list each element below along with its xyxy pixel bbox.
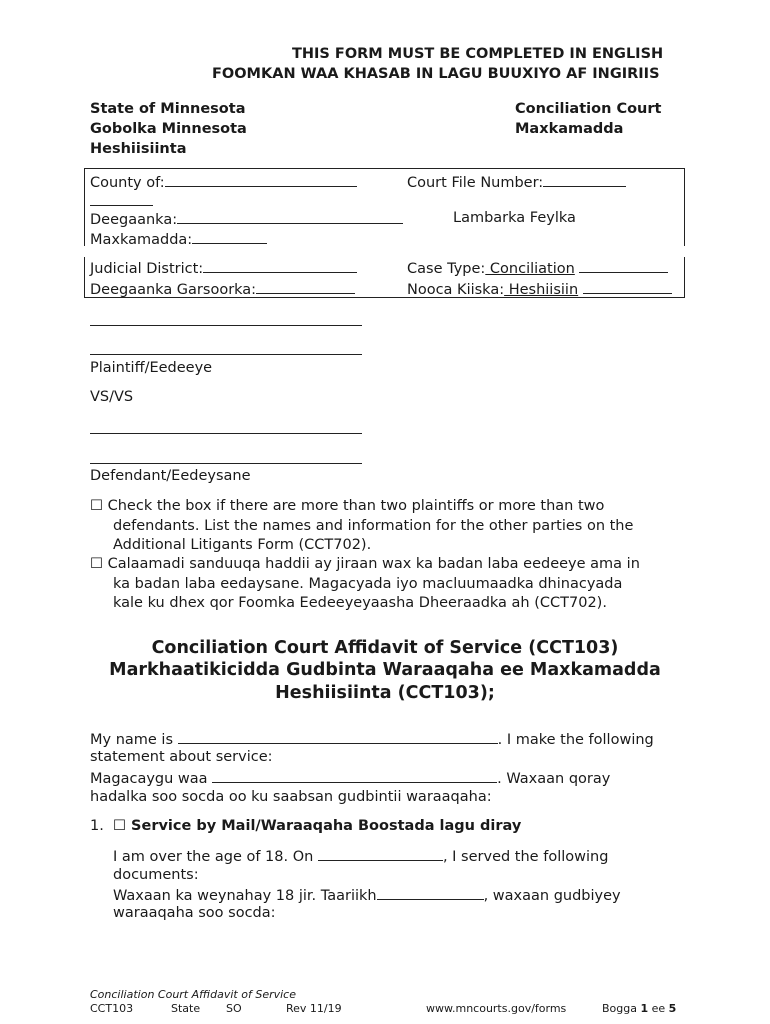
nooca-label: Nooca Kiiska: (407, 282, 505, 298)
box-left-border-lower (84, 257, 85, 298)
plaintiff-line-1[interactable] (90, 325, 362, 326)
waxaan-suffix: , waxaan gudbiyey (483, 888, 621, 904)
service-number: 1. (90, 818, 104, 834)
gobolka-heading: Gobolka Minnesota (90, 121, 247, 137)
county-input[interactable] (165, 173, 357, 187)
check-more-parties-en-line3: Additional Litigants Form (CCT702). (113, 537, 372, 553)
judicial-field (90, 259, 357, 277)
vs-label: VS/VS (90, 389, 134, 405)
county-continuation-line[interactable] (90, 205, 153, 206)
footer-code: CCT103 (90, 1002, 134, 1015)
waxaan-line (113, 886, 621, 904)
over18-line (113, 847, 608, 865)
check-more-parties-so[interactable]: ☐ Calaamadi sanduuqa haddii ay jiraan wax ka badan laba eedeeye ama in (90, 556, 640, 572)
page-current: 1 (640, 1002, 649, 1015)
page-total: 5 (668, 1002, 677, 1015)
court-file-input[interactable] (543, 173, 626, 187)
over18-label: I am over the age of 18. On (113, 849, 318, 865)
footer-so: SO (226, 1002, 242, 1015)
maxkamadda-label: Maxkamadda: (90, 232, 193, 248)
box-right-border-lower (684, 257, 685, 298)
deegaanka-field (90, 210, 403, 228)
case-type-blank (579, 259, 668, 273)
state-heading: State of Minnesota (90, 101, 246, 117)
footer-url[interactable]: www.mncourts.gov/forms (426, 1002, 567, 1015)
footer-page-number (602, 1002, 676, 1015)
defendant-line-1[interactable] (90, 433, 362, 434)
county-field (90, 173, 357, 191)
service-date-input[interactable] (318, 847, 443, 861)
maxkamadda-field (90, 230, 267, 248)
magac-line (90, 769, 610, 787)
over18-suffix: , I served the following (442, 849, 609, 865)
check-more-parties-en[interactable]: ☐ Check the box if there are more than two plaintiffs or more than two (90, 498, 605, 514)
my-name-label: My name is (90, 732, 178, 748)
check-more-parties-so-line3: kale ku dhex qor Foomka Eedeeyeyaasha Dheeraadka ah (CCT702). (113, 595, 607, 611)
magac-input[interactable] (212, 769, 497, 783)
magac-suffix: . Waxaan qoray (497, 771, 611, 787)
service-by-mail-checkbox[interactable]: ☐ Service by Mail/Waraaqaha Boostada lagu diray (113, 818, 522, 834)
court-file-field (407, 173, 626, 191)
heshiisiinta-heading: Heshiisiinta (90, 141, 187, 157)
judicial-input[interactable] (203, 259, 357, 273)
page-prefix: Bogga (602, 1002, 641, 1015)
box-right-border-upper (684, 168, 685, 246)
header-english-notice: THIS FORM MUST BE COMPLETED IN ENGLISH (292, 46, 664, 62)
footer-state: State (171, 1002, 201, 1015)
lambarka-label: Lambarka Feylka (453, 210, 576, 226)
deegaanka-label: Deegaanka: (90, 212, 178, 228)
documents-line: documents: (113, 867, 199, 883)
defendant-line-2[interactable] (90, 463, 362, 464)
box-top-border (84, 168, 685, 169)
waxaan-label: Waxaan ka weynahay 18 jir. Taariikh (113, 888, 377, 904)
hadalka-line: hadalka soo socda oo ku saabsan gudbintii waraaqaha: (90, 789, 492, 805)
statement-line: statement about service: (90, 749, 273, 765)
case-type-label: Case Type: (407, 261, 486, 277)
check-more-parties-so-line2: ka badan laba eedaysane. Magacyada iyo macluumaadka dhinacyada (113, 576, 623, 592)
form-title-en: Conciliation Court Affidavit of Service (CCT103) (151, 638, 619, 658)
garsoorka-input[interactable] (256, 280, 355, 294)
waraaqaha-line: waraaqaha soo socda: (113, 905, 276, 921)
form-title-so-line2: Heshiisiinta (CCT103); (275, 683, 495, 703)
header-somali-notice: FOOMKAN WAA KHASAB IN LAGU BUUXIYO AF INGIRIIS (212, 66, 660, 82)
check-more-parties-en-line2: defendants. List the names and information for the other parties on the (113, 518, 634, 534)
plaintiff-line-2[interactable] (90, 354, 362, 355)
defendant-label: Defendant/Eedeysane (90, 468, 251, 484)
county-label: County of: (90, 175, 165, 191)
case-type-value: Conciliation (485, 261, 575, 277)
nooca-field (407, 280, 672, 298)
taariikh-input[interactable] (377, 886, 484, 900)
form-title-so: Markhaatikicidda Gudbinta Waraaqaha ee Maxkamadda (109, 660, 661, 680)
garsoorka-field (90, 280, 355, 298)
my-name-line (90, 730, 654, 748)
page-mid: ee (648, 1002, 669, 1015)
deegaanka-input[interactable] (177, 210, 403, 224)
footer-form-title: Conciliation Court Affidavit of Service (90, 988, 296, 1001)
garsoorka-label: Deegaanka Garsoorka: (90, 282, 257, 298)
box-left-border-upper (84, 168, 85, 246)
plaintiff-label: Plaintiff/Eedeeye (90, 360, 213, 376)
nooca-blank (583, 280, 672, 294)
my-name-input[interactable] (178, 730, 498, 744)
magac-label: Magacaygu waa (90, 771, 213, 787)
footer-rev: Rev 11/19 (286, 1002, 342, 1015)
maxkamadda-input[interactable] (192, 230, 267, 244)
court-file-label: Court File Number: (407, 175, 544, 191)
nooca-value: Heshiisiin (504, 282, 579, 298)
case-type-field (407, 259, 668, 277)
court-heading: Conciliation Court (515, 101, 662, 117)
my-name-suffix: . I make the following (497, 732, 654, 748)
judicial-label: Judicial District: (90, 261, 204, 277)
maxkamadda-heading: Maxkamadda (515, 121, 624, 137)
